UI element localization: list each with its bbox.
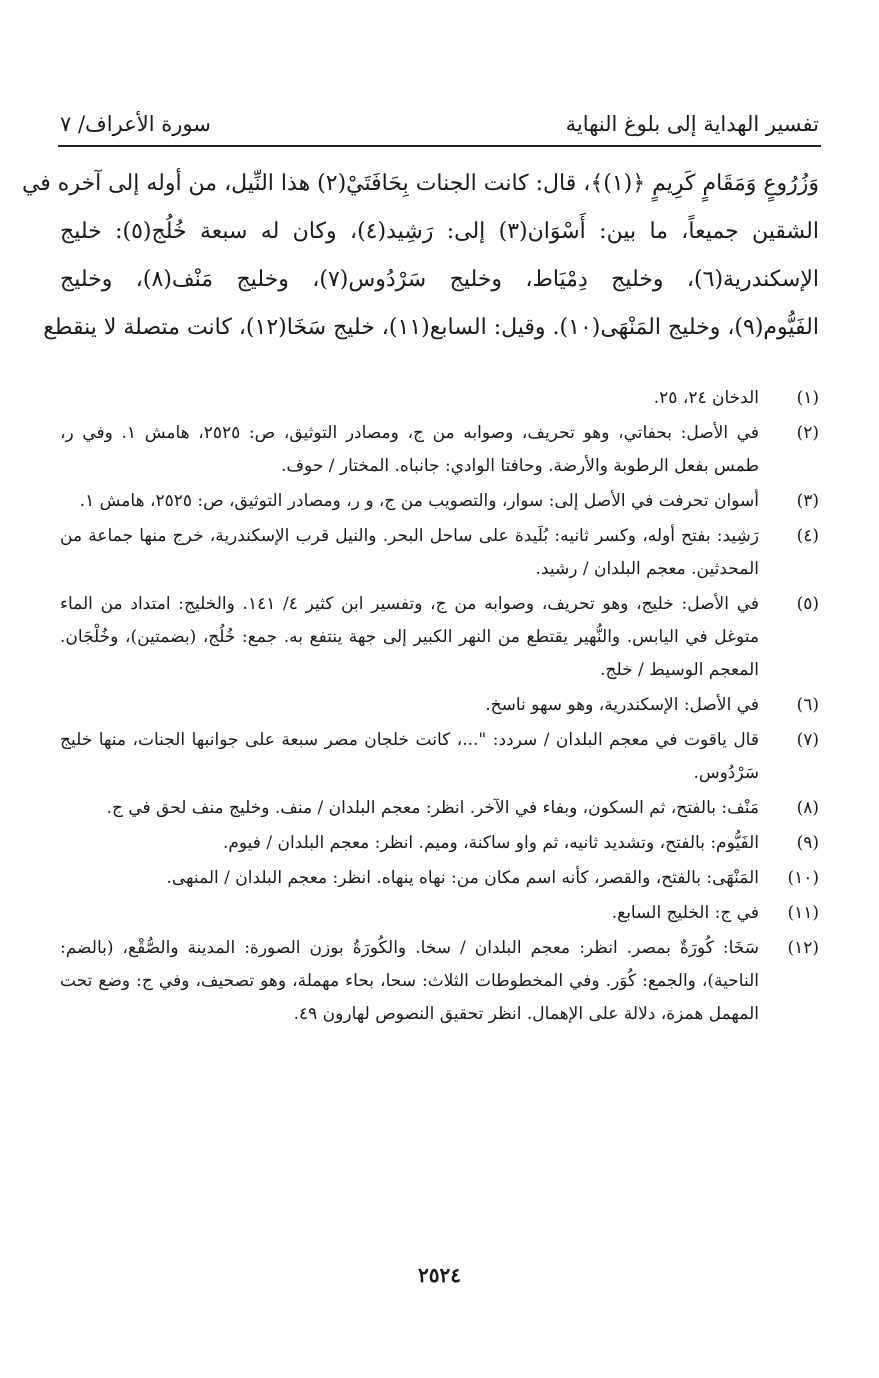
footnote bbox=[60, 417, 819, 483]
footnote-number: (٨) bbox=[796, 798, 819, 818]
footnote-number: (١٢) bbox=[787, 938, 819, 958]
page-number: ٢٥٢٤ bbox=[418, 1263, 461, 1287]
footnote-number: (٦) bbox=[796, 695, 819, 715]
footnote bbox=[60, 932, 819, 1031]
footnote-number: (٥) bbox=[796, 594, 819, 614]
footnote-text: الفَيُّوم: بالفتح، وتشديد ثانيه، ثم واو ساكنة، وميم. انظر: معجم البلدان / فيوم. bbox=[222, 833, 759, 853]
main-text bbox=[21, 160, 820, 352]
footnote bbox=[60, 897, 819, 930]
footnote-text: رَشِيد: بفتح أوله، وكسر ثانيه: بُلَيدة على ساحل البحر. والنيل قرب الإسكندرية، خرج منها جماعة من المحدثين. معجم البلدان / رشيد. bbox=[60, 526, 759, 579]
footnote bbox=[60, 724, 819, 790]
footnote-number: (١١) bbox=[787, 903, 819, 923]
footnote-text: المَنْهَى: بالفتح، والقصر، كأنه اسم مكان من: نهاه ينهاه. انظر: معجم البلدان / المنهى. bbox=[166, 868, 759, 888]
footnote-text: في الأصل: الإسكندرية، وهو سهو ناسخ. bbox=[485, 695, 759, 715]
footnote-number: (١) bbox=[796, 388, 819, 408]
footnote bbox=[60, 588, 819, 687]
footnote-number: (٩) bbox=[796, 833, 819, 853]
footnote-text: في ج: الخليج السابع. bbox=[611, 903, 759, 923]
surah-reference: سورة الأعراف/ ٧ bbox=[60, 112, 211, 136]
footnote-text: في الأصل: خليج، وهو تحريف، وصوابه من ج، وتفسير ابن كثير ٤/ ١٤١. والخليج: امتداد من الماء متوغل في اليابس. والنُّهير يقتطع من النهر الكبير إلى جهة ينتفع به. جمع: خُلُج، (بضمتين)، وخُلْجَان. المعجم الوسيط / خلج. bbox=[60, 594, 759, 680]
footnote bbox=[60, 485, 819, 518]
book-title: تفسير الهداية إلى بلوغ النهاية bbox=[565, 112, 819, 136]
footnote-text: قال ياقوت في معجم البلدان / سردد: "...، كانت خلجان مصر سبعة على جوانبها الجنات، منها خليج سَرْدُوس. bbox=[60, 730, 759, 783]
footnote bbox=[60, 689, 819, 722]
footnote-number: (٤) bbox=[796, 526, 819, 546]
footnote-text: سَخَا: كُورَةٌ بمصر. انظر: معجم البلدان / سخا. والكُورَةُ بوزن الصورة: المدينة والصُّقْع، (بالضم: الناحية)، والجمع: كُوَر. وفي المخطوطات الثلاث: سحا، بحاء مهملة، وهو تصحيف، وفي ج: وضع تحت المهمل همزة، دلالة على الإهمال. انظر تحقيق النصوص لهارون ٤٩. bbox=[60, 938, 759, 1024]
main-text-line: الفَيُّوم(٩)، وخليج المَنْهَى(١٠). وقيل: السابع(١١)، خليج سَخَا(١٢)، كانت متصلة لا ينقطع bbox=[43, 315, 819, 340]
main-text-line: الإسكندرية(٦)، وخليج دِمْيَاط، وخليج سَرْدُوس(٧)، وخليج مَنْف(٨)، وخليج bbox=[60, 267, 820, 292]
footnote-number: (١٠) bbox=[787, 868, 819, 888]
footnote-number: (٣) bbox=[796, 491, 819, 511]
footnote bbox=[60, 520, 819, 586]
header-rule bbox=[58, 145, 821, 147]
footnotes bbox=[60, 382, 819, 1033]
footnote-text: مَنْف: بالفتح، ثم السكون، وبفاء في الآخر. انظر: معجم البلدان / منف. وخليج منف لحق في ج. bbox=[106, 798, 759, 818]
footnote-text: الدخان ٢٤، ٢٥. bbox=[653, 388, 759, 408]
main-text-line: الشقين جميعاً، ما بين: أَسْوَان(٣) إلى: رَشِيد(٤)، وكان له سبعة خُلُج(٥): خليج bbox=[60, 219, 819, 244]
footnote bbox=[60, 382, 819, 415]
footnote-text: في الأصل: بحفاتي، وهو تحريف، وصوابه من ج، ومصادر التوثيق، ص: ٢٥٢٥، هامش ١. وفي ر، طمس بفعل الرطوبة والأرضة. وحافتا الوادي: جانباه. المختار / حوف. bbox=[60, 423, 759, 476]
running-header bbox=[60, 100, 819, 136]
footnote bbox=[60, 862, 819, 895]
main-text-line: وَزُرُوعٍ وَمَقَامٍ كَرِيمٍ ﴿(١)﴾، قال: كانت الجنات بِحَافَتَيْ(٢) هذا النِّيل، من أوله إلى آخره في bbox=[21, 171, 819, 196]
footnote bbox=[60, 827, 819, 860]
footnote-number: (٢) bbox=[796, 423, 819, 443]
footnote-text: أسوان تحرفت في الأصل إلى: سوار، والتصويب من ج، و ر، ومصادر التوثيق، ص: ٢٥٢٥، هامش ١. bbox=[79, 491, 759, 511]
footnote bbox=[60, 792, 819, 825]
footnote-number: (٧) bbox=[796, 730, 819, 750]
